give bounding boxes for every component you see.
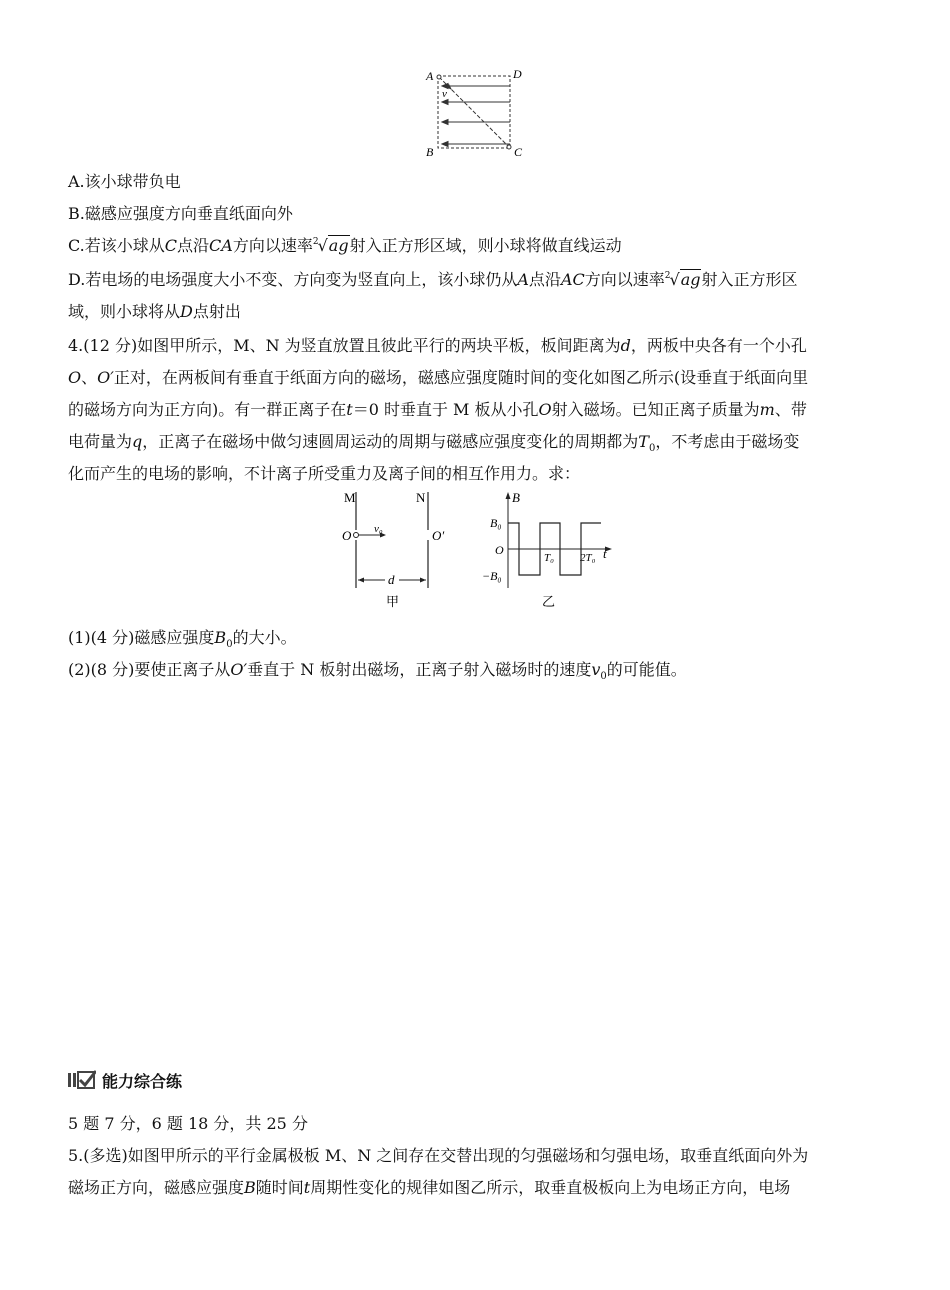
figure-jia xyxy=(336,488,452,612)
label-d: d xyxy=(388,572,395,587)
label-C: C xyxy=(514,145,523,159)
sqrt-ag: $^2$√ag xyxy=(312,236,349,255)
q4-line5: 化而产生的电场的影响，不计离子所受重力及离子间的相互作用力。求： xyxy=(68,464,581,483)
label-D: D xyxy=(513,67,522,81)
sqrt-ag: $^2$√ag xyxy=(664,270,701,289)
q3-option-d-line2: 域，则小球将从D点射出 xyxy=(68,302,241,321)
q4-line1: 4.(12 分)如图甲所示，M、N 为竖直放置且彼此平行的两块平板，板间距离为d，两板中央各有一个小孔 xyxy=(68,336,807,355)
q5-line2: 磁场正方向，磁感应强度B随时间t周期性变化的规律如图乙所示，取垂直极板向上为电场正方向，电场 xyxy=(68,1178,791,1197)
q3-option-c: C.若该小球从C点沿CA方向以速率$^2$√ag射入正方形区域，则小球将做直线运动 xyxy=(68,236,622,259)
label-O: O xyxy=(342,528,352,543)
label-O: O xyxy=(495,543,504,557)
label-neg-B0: −B₀ xyxy=(482,569,502,583)
label-v0: v₀ xyxy=(374,523,383,535)
label-B: B xyxy=(512,490,520,505)
q3-option-b: B.磁感应强度方向垂直纸面向外 xyxy=(68,204,293,223)
q4-sub1: (1)(4 分)磁感应强度$B_0$的大小。 xyxy=(68,628,297,651)
figure-yi xyxy=(478,488,618,612)
q5-line1: 5.(多选)如图甲所示的平行金属极板 M、N 之间存在交替出现的匀强磁场和匀强电场，取垂直纸面向外为 xyxy=(68,1146,809,1165)
q4-line4: 电荷量为q，正离子在磁场中做匀速圆周运动的周期与磁感应强度变化的周期都为$T_0$，不考虑由于磁场变 xyxy=(68,432,800,455)
q4-line2: O、O′正对，在两板间有垂直于纸面方向的磁场，磁感应强度随时间的变化如图乙所示(设垂直于纸面向里 xyxy=(68,368,809,387)
q3-option-d-line1: D.若电场的电场强度大小不变、方向变为竖直向上，该小球仍从A点沿AC方向以速率$^2$√ag射入正方形区 xyxy=(68,270,797,293)
label-t: t xyxy=(603,546,607,561)
score-line: 5 题 7 分，6 题 18 分，共 25 分 xyxy=(68,1114,308,1133)
label-O-prime: O′ xyxy=(432,528,445,543)
label-N: N xyxy=(416,490,426,505)
label-2T0: 2T₀ xyxy=(580,552,596,564)
label-v: v xyxy=(442,88,447,100)
caption-jia: 甲 xyxy=(386,594,400,609)
q4-line3: 的磁场方向为正方向)。有一群正离子在t＝0 时垂直于 M 板从小孔O射入磁场。已知正离子质量为m、带 xyxy=(68,400,807,419)
label-T0: T₀ xyxy=(544,552,554,564)
caption-yi: 乙 xyxy=(542,594,556,609)
label-B0: B₀ xyxy=(490,516,502,530)
q4-sub2: (2)(8 分)要使正离子从O′垂直于 N 板射出磁场，正离子射入磁场时的速度$v_0$的可能值。 xyxy=(68,660,687,683)
q3-option-a: A.该小球带负电 xyxy=(68,172,181,191)
square-field-figure xyxy=(418,64,538,160)
section-header xyxy=(68,1068,182,1092)
label-A: A xyxy=(426,69,434,83)
checklist-icon xyxy=(68,1070,96,1090)
label-B: B xyxy=(426,145,434,159)
label-M: M xyxy=(344,490,356,505)
section-title: 能力综合练 xyxy=(102,1071,183,1091)
